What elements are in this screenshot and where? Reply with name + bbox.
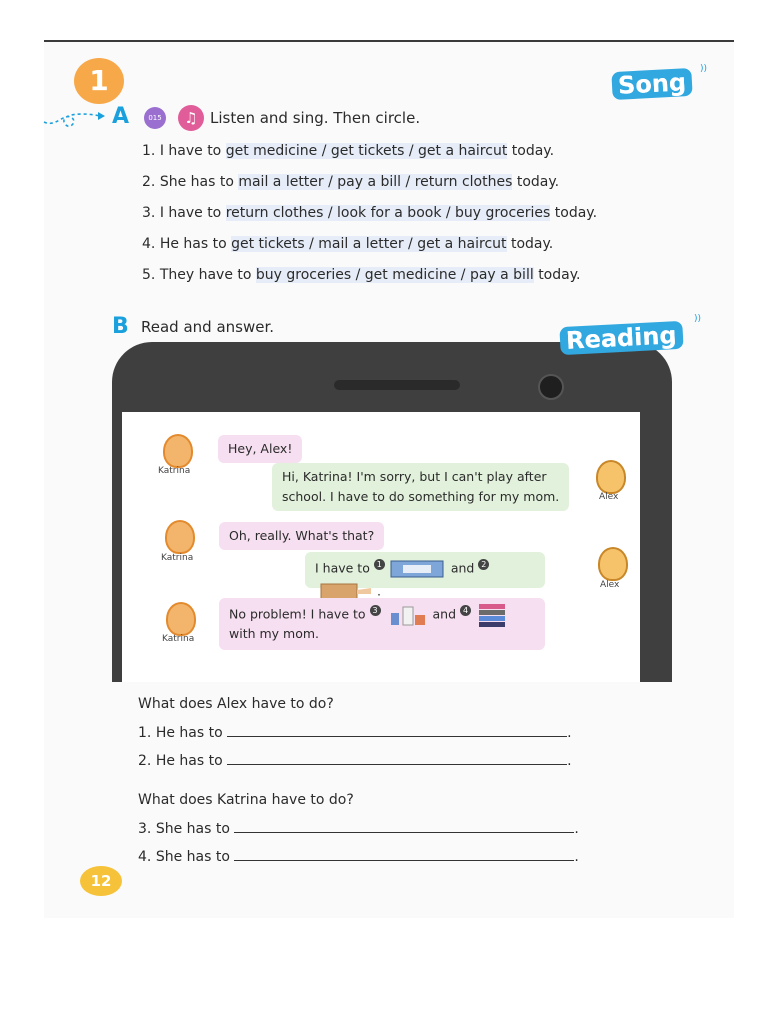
item-number: 2.: [142, 174, 156, 190]
chat-bubble-katrina-1: [218, 435, 302, 463]
marker-3: 3: [370, 605, 381, 616]
phone-speaker: [334, 380, 460, 390]
message-line-2: school. I have to do something for my mom.: [282, 489, 560, 504]
section-b-instruction: Read and answer.: [141, 318, 275, 336]
alex-name: Alex: [600, 580, 620, 590]
answer-blank[interactable]: [234, 820, 574, 833]
message-line-2: with my mom.: [229, 626, 320, 641]
end-mark: .: [574, 821, 579, 837]
item-pre: I have to: [159, 205, 222, 221]
item-choices[interactable]: return clothes / look for a book / buy groceries: [225, 205, 551, 221]
message-text: Hey, Alex!: [228, 441, 293, 456]
answer-prompt: She has to: [155, 849, 230, 865]
marker-1: 1: [374, 559, 385, 570]
katrina-avatar: [165, 520, 195, 554]
answer-line-1: [138, 724, 572, 741]
track-cd-icon: [144, 107, 166, 129]
answer-blank[interactable]: [227, 752, 567, 765]
song-item-5: [142, 267, 580, 283]
item-post: today.: [554, 205, 598, 221]
alex-avatar: [598, 547, 628, 581]
song-item-3: [142, 205, 597, 221]
answer-number: 2.: [138, 753, 152, 769]
phone-camera: [538, 374, 564, 400]
marker-2: 2: [478, 559, 489, 570]
message-line-1: Hi, Katrina! I'm sorry, but I can't play after: [282, 469, 547, 484]
song-item-4: [142, 236, 553, 252]
alex-avatar: [596, 460, 626, 494]
medicine-picture-icon: [385, 603, 429, 627]
message-text: Oh, really. What's that?: [229, 528, 375, 543]
item-post: today.: [511, 143, 555, 159]
item-post: today.: [510, 236, 554, 252]
dashed-arrow-icon: [42, 104, 112, 134]
song-tag-label: Song: [617, 68, 687, 100]
item-number: 3.: [142, 205, 156, 221]
section-b-letter: B: [112, 314, 129, 339]
alex-name: Alex: [599, 492, 619, 502]
message-text: and: [432, 606, 457, 622]
item-choices[interactable]: buy groceries / get medicine / pay a bill: [255, 267, 534, 283]
chat-bubble-alex-2: [305, 552, 545, 599]
song-tag: [611, 68, 692, 100]
item-number: 5.: [142, 267, 156, 283]
item-post: today.: [538, 267, 581, 283]
answer-blank[interactable]: [227, 724, 567, 737]
tickets-picture-icon: [389, 558, 447, 580]
end-mark: .: [567, 725, 572, 741]
answer-prompt: She has to: [155, 821, 230, 837]
katrina-avatar: [163, 434, 193, 468]
chat-bubble-katrina-3: [219, 598, 545, 650]
message-text: I have to: [315, 560, 370, 576]
end-mark: .: [567, 753, 572, 769]
message-text: .: [376, 583, 381, 599]
answer-prompt: He has to: [155, 753, 223, 769]
song-item-2: [142, 174, 559, 190]
music-note-icon[interactable]: ♫: [178, 105, 204, 131]
song-item-1: [142, 143, 554, 159]
clothes-picture-icon: [475, 602, 509, 628]
marker-4: 4: [460, 605, 471, 616]
answer-number: 4.: [138, 849, 152, 865]
track-number: 015: [148, 114, 162, 122]
katrina-name: Katrina: [161, 553, 194, 563]
unit-number-badge: 1: [74, 58, 124, 104]
item-choices[interactable]: get medicine / get tickets / get a haircut: [225, 143, 508, 159]
katrina-question: What does Katrina have to do?: [138, 792, 354, 808]
item-post: today.: [516, 174, 560, 190]
katrina-name: Katrina: [162, 634, 195, 644]
item-pre: I have to: [159, 143, 222, 159]
item-pre: She has to: [159, 174, 234, 190]
item-number: 4.: [142, 236, 156, 252]
answer-number: 1.: [138, 725, 152, 741]
answer-number: 3.: [138, 821, 152, 837]
item-pre: They have to: [159, 267, 252, 283]
message-text: and: [450, 560, 475, 576]
page-number-badge: 12: [80, 866, 122, 896]
answer-prompt: He has to: [155, 725, 223, 741]
item-pre: He has to: [159, 236, 227, 252]
end-mark: .: [574, 849, 579, 865]
item-choices[interactable]: mail a letter / pay a bill / return clothes: [238, 174, 513, 190]
reading-tag-label: Reading: [565, 321, 678, 355]
answer-blank[interactable]: [234, 848, 574, 861]
answer-line-3: [138, 820, 579, 837]
sound-waves-icon: )): [700, 64, 708, 74]
katrina-avatar: [166, 602, 196, 636]
item-choices[interactable]: get tickets / mail a letter / get a haircut: [231, 236, 507, 252]
chat-bubble-alex-1: [272, 463, 569, 511]
sound-waves-icon: )): [694, 314, 702, 324]
answer-line-4: [138, 848, 579, 865]
answer-line-2: [138, 752, 572, 769]
katrina-name: Katrina: [158, 466, 191, 476]
item-number: 1.: [142, 143, 156, 159]
section-a-instruction: Listen and sing. Then circle.: [210, 109, 421, 127]
section-a-letter: A: [112, 104, 130, 129]
message-text: No problem! I have to: [229, 606, 366, 622]
alex-question: What does Alex have to do?: [138, 696, 334, 712]
chat-bubble-katrina-2: [219, 522, 384, 550]
